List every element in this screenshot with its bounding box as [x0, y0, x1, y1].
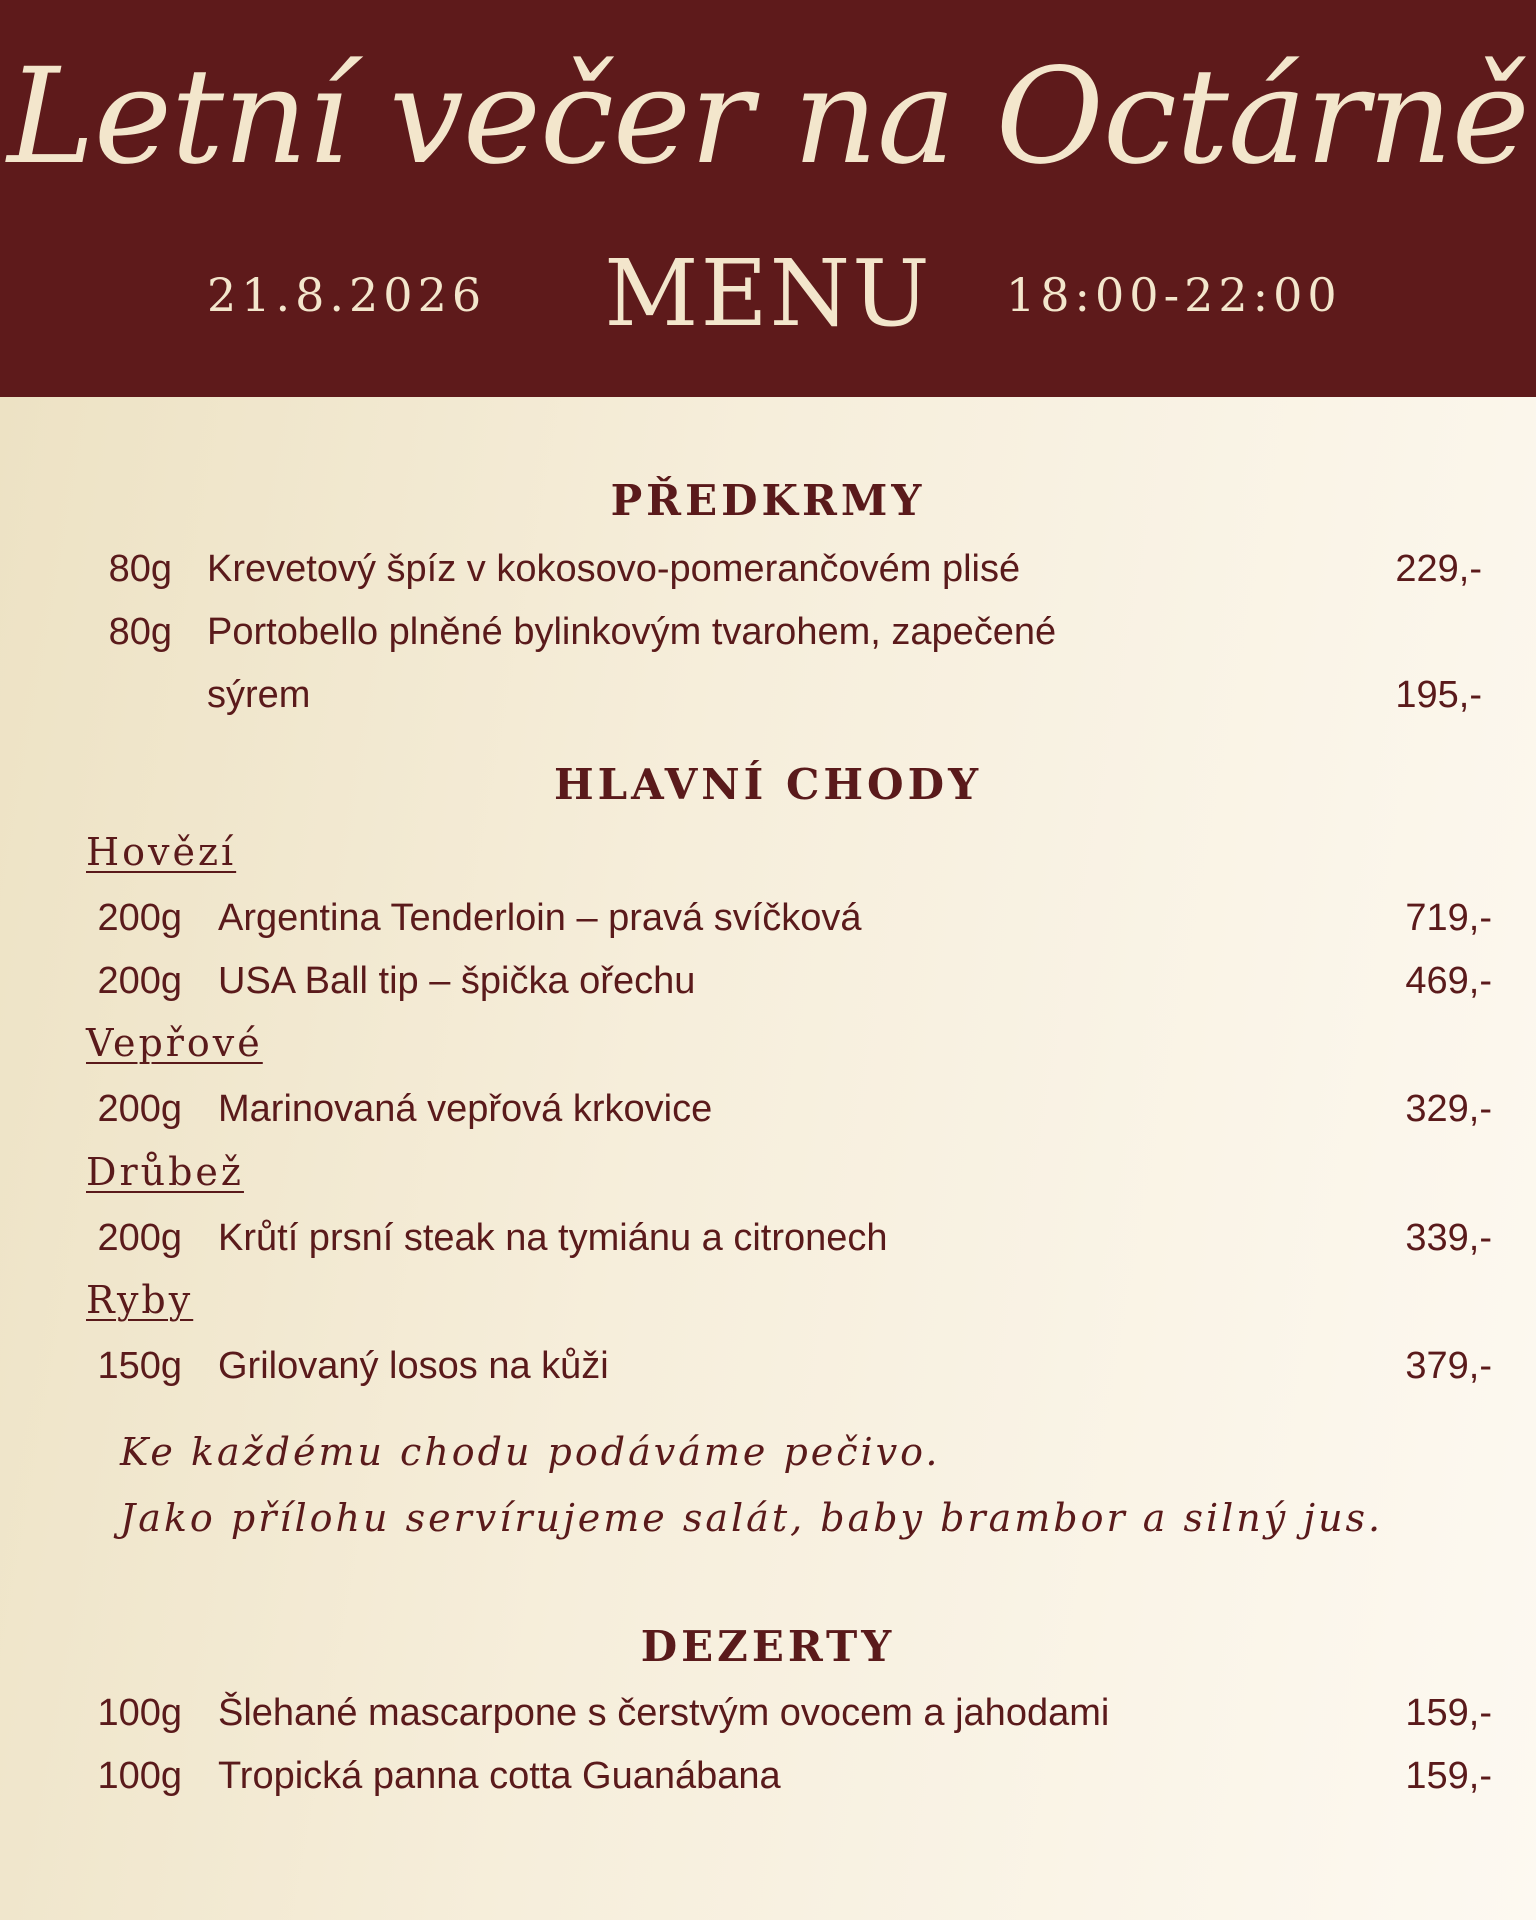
item-name: Tropická panna cotta Guanábana [218, 1755, 781, 1797]
section-title-mains: HLAVNÍ CHODY [553, 760, 983, 809]
header-banner [0, 0, 1536, 397]
item-weight: 150g [97, 1345, 182, 1387]
serving-note-bread: Ke každému chodu podáváme pečivo. [120, 1430, 941, 1474]
menu-item [0, 544, 1536, 594]
subcategory-beef: Hovězí [86, 830, 237, 874]
item-price: 159,- [1405, 1755, 1492, 1797]
item-name: Portobello plněné bylinkovým tvarohem, zapečené [207, 611, 1057, 653]
item-price: 229,- [1395, 548, 1482, 590]
item-weight: 200g [97, 897, 182, 939]
item-price: 159,- [1405, 1692, 1492, 1734]
item-weight: 200g [97, 960, 182, 1002]
item-price: 379,- [1405, 1345, 1492, 1387]
menu-item [0, 956, 1536, 1006]
item-weight: 100g [97, 1755, 182, 1797]
item-price: 469,- [1405, 960, 1492, 1002]
section-title-starters: PŘEDKRMY [610, 476, 926, 525]
event-title: Letní večer na Octárně [7, 40, 1529, 194]
menu-item-continuation [0, 670, 1536, 720]
menu-item [0, 893, 1536, 943]
item-name: USA Ball tip – špička ořechu [218, 960, 696, 1002]
subcategory-poultry: Drůbež [86, 1150, 244, 1194]
menu-item [0, 1688, 1536, 1738]
item-price: 339,- [1405, 1217, 1492, 1259]
menu-item [0, 607, 1536, 657]
item-name: Grilovaný losos na kůži [218, 1345, 609, 1387]
menu-heading: MENU [604, 240, 932, 347]
item-weight: 200g [97, 1217, 182, 1259]
item-price: 195,- [1395, 674, 1482, 716]
section-title-desserts: DEZERTY [640, 1622, 896, 1671]
item-name: Argentina Tenderloin – pravá svíčková [218, 897, 862, 939]
item-name: Krevetový špíz v kokosovo-pomerančovém plisé [207, 548, 1021, 590]
item-name: Marinovaná vepřová krkovice [218, 1088, 713, 1130]
item-name: Krůtí prsní steak na tymiánu a citronech [218, 1217, 888, 1259]
item-price: 329,- [1405, 1088, 1492, 1130]
menu-item [0, 1084, 1536, 1134]
item-weight: 80g [108, 611, 172, 653]
item-weight: 100g [97, 1692, 182, 1734]
subcategory-pork: Vepřové [86, 1021, 263, 1065]
item-name: Šlehané mascarpone s čerstvým ovocem a jahodami [218, 1692, 1110, 1734]
item-weight: 80g [108, 548, 172, 590]
menu-item [0, 1751, 1536, 1801]
item-weight: 200g [97, 1088, 182, 1130]
item-name-continued: sýrem [207, 674, 311, 716]
menu-item [0, 1341, 1536, 1391]
subcategory-fish: Ryby [86, 1278, 194, 1322]
item-price: 719,- [1405, 897, 1492, 939]
serving-note-sides: Jako přílohu servírujeme salát, baby brambor a silný jus. [120, 1496, 1384, 1540]
event-time: 18:00-22:00 [1006, 268, 1342, 322]
menu-item [0, 1213, 1536, 1263]
event-date: 21.8.2026 [207, 268, 487, 322]
